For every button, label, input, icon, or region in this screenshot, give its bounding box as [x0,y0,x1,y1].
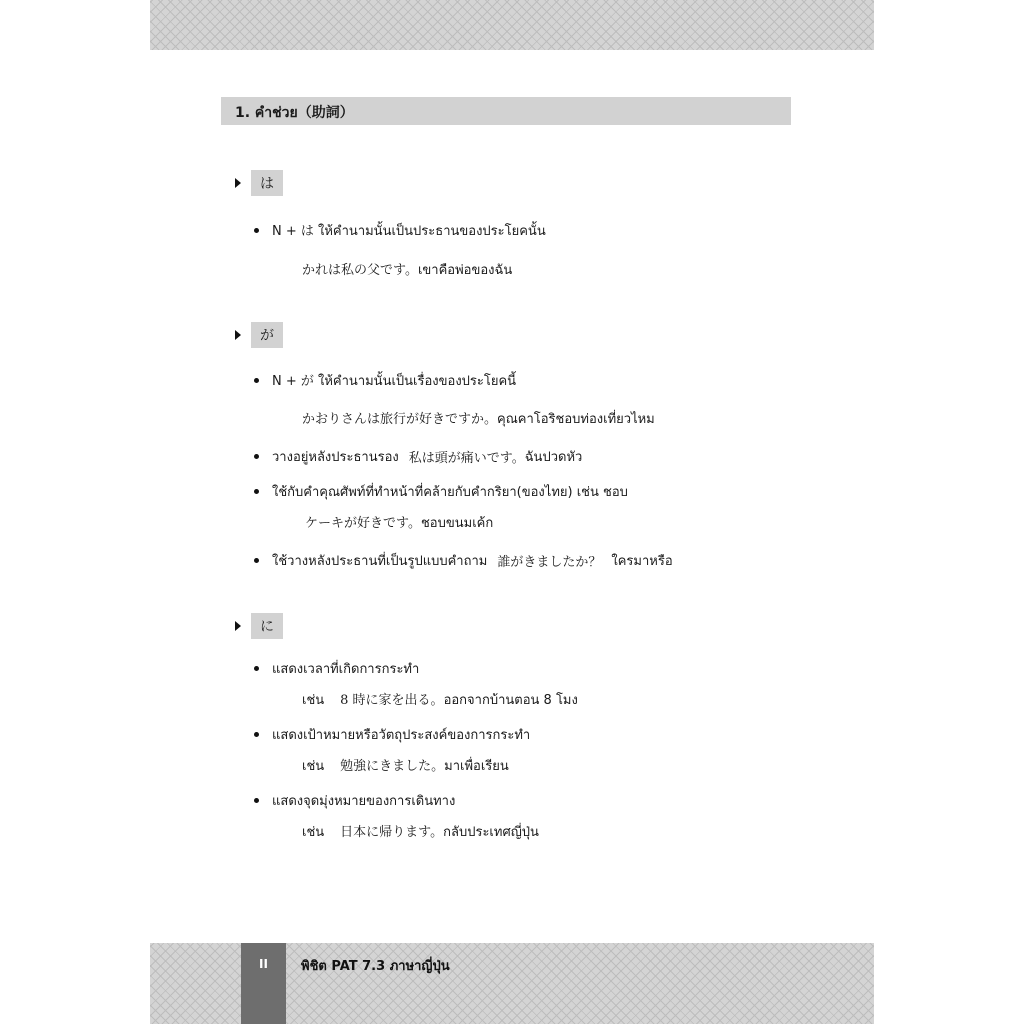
example-japanese: 8 時に家を出る。 [340,693,444,708]
list-item [254,446,582,467]
header-pattern-band [150,0,874,50]
list-item [254,481,628,502]
inline-japanese: 私は頭が痛いです。 [408,451,525,466]
example-japanese: かおりさんは旅行が好きですか。 [302,412,498,427]
example-line [305,512,493,533]
item-text: แสดงจุดมุ่งหมายของการเดินทาง [272,794,456,809]
particle-label: に [251,613,283,639]
example-thai: ออกจากบ้านตอน 8 โมง [443,693,578,708]
item-text: แสดงเวลาที่เกิดการกระทำ [272,662,420,677]
example-thai: กลับประเทศญี่ปุ่น [443,825,539,840]
inline-thai: ใครมาหรือ [611,554,673,569]
list-item [254,370,516,391]
item-text: ใช้วางหลังประธานที่เป็นรูปแบบคำถาม [272,554,488,569]
footer-page-tab [241,943,286,1024]
example-thai: มาเพื่อเรียน [444,759,509,774]
list-item [254,790,455,811]
item-text: N + は ให้คำนามนั้นเป็นประธานของประโยคนั้น [272,224,546,239]
example-line [302,259,512,280]
triangle-bullet-icon [235,330,241,340]
item-text: ใช้กับคำคุณศัพท์ที่ทำหน้าที่คล้ายกับคำกริยา(ของไทย) เช่น ชอบ [272,485,628,500]
bullet-dot-icon [254,228,259,233]
section-title: 1. คำช่วย（助詞） [235,105,354,121]
list-item [254,658,419,679]
bullet-dot-icon [254,732,259,737]
particle-label: は [251,170,283,196]
particle-heading-ga [235,322,283,348]
triangle-bullet-icon [235,621,241,631]
item-text: วางอยู่หลังประธานรอง [272,450,399,465]
example-thai: คุณคาโอริชอบท่องเที่ยวไหม [497,412,655,427]
item-text: แสดงเป้าหมายหรือวัตถุประสงค์ของการกระทำ [272,728,531,743]
book-title: พิชิต PAT 7.3 ภาษาญี่ปุ่น [301,959,450,974]
list-item [254,220,546,241]
item-text: N + が ให้คำนามนั้นเป็นเรื่องของประโยคนี้ [272,374,517,389]
bullet-dot-icon [254,454,259,459]
list-item [254,550,673,571]
example-japanese: かれは私の父です。 [302,263,418,278]
section-title-bar [221,97,791,125]
example-line [302,755,509,776]
example-thai: ชอบขนมเค้ก [420,516,494,531]
particle-heading-ni [235,613,283,639]
example-line [302,689,578,710]
example-line [302,821,539,842]
particle-heading-wa [235,170,283,196]
example-line [302,408,655,429]
example-japanese: 日本に帰ります。 [340,825,444,840]
example-japanese: 勉強にきました。 [340,759,445,774]
bullet-dot-icon [254,378,259,383]
document-page [150,0,874,1024]
bullet-dot-icon [254,489,259,494]
example-japanese: ケーキが好きです。 [305,516,421,531]
inline-thai: ฉันปวดหัว [524,450,583,465]
example-prefix: เช่น [302,825,325,840]
page-number: II [259,957,268,971]
particle-label: が [251,322,283,348]
bullet-dot-icon [254,666,259,671]
inline-japanese: 誰がきましたか？ [497,555,602,570]
list-item [254,724,530,745]
example-thai: เขาคือพ่อของฉัน [417,263,513,278]
example-prefix: เช่น [302,693,325,708]
triangle-bullet-icon [235,178,241,188]
bullet-dot-icon [254,558,259,563]
example-prefix: เช่น [302,759,325,774]
bullet-dot-icon [254,798,259,803]
